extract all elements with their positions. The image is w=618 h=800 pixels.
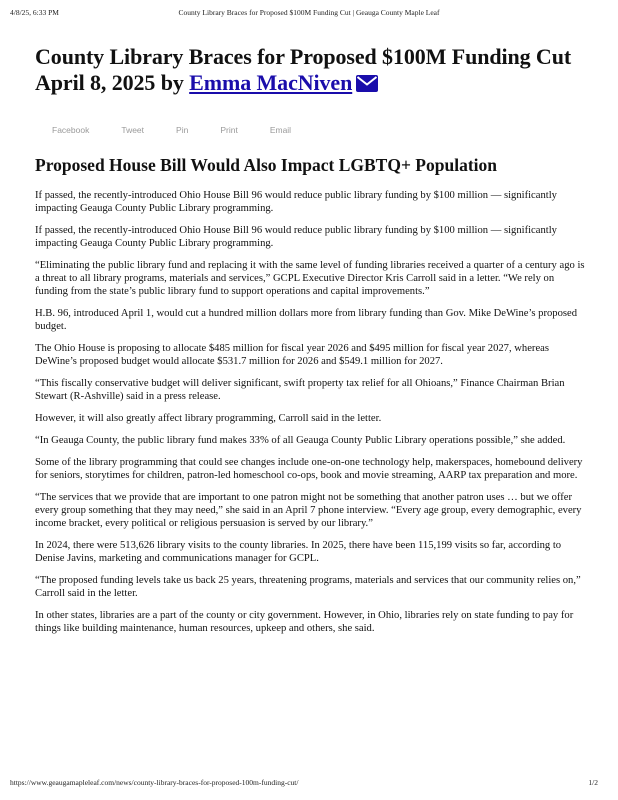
- print-url: https://www.geaugamapleleaf.com/news/county-library-braces-for-proposed-100m-funding-cut/: [10, 778, 299, 787]
- paragraph: “The services that we provide that are important to one patron might not be something that another patron uses … but we offer every group something that they may need,” she said in an April 7 phone interview. “Every age group, every demographic, every income bracket, every political or religious persuasion is served by our library.”: [35, 492, 582, 529]
- print-date: 4/8/25, 6:33 PM: [10, 8, 59, 17]
- print-footer: [10, 778, 608, 790]
- share-email-button[interactable]: Email: [269, 125, 292, 135]
- envelope-icon[interactable]: [356, 72, 378, 98]
- paragraph: If passed, the recently-introduced Ohio House Bill 96 would reduce public library funding by $100 million — significantly impacting Geauga County Public Library programming.: [35, 190, 557, 214]
- byline-by: by: [160, 70, 184, 95]
- page-number: 1/2: [588, 778, 598, 787]
- share-print-button[interactable]: Print: [220, 125, 238, 135]
- paragraph: “This fiscally conservative budget will deliver significant, swift property tax relief for all Ohioans,” Finance Chairman Brian Stewart (R-Ashville) said in a press release.: [35, 378, 565, 402]
- share-bar: [35, 120, 585, 134]
- subheading: Proposed House Bill Would Also Impact LGBTQ+ Population: [35, 155, 497, 175]
- publish-date: April 8, 2025: [35, 70, 156, 95]
- paragraph: Some of the library programming that could see changes include one-on-one technology help, makerspaces, homebound delivery for seniors, storytimes for children, patron-led homeschool co-ops, book and movie streaming, AARP tax preparation and more.: [35, 457, 583, 481]
- article-headline-block: [35, 44, 585, 98]
- share-facebook-button[interactable]: Facebook: [52, 125, 90, 135]
- paragraph: If passed, the recently-introduced Ohio House Bill 96 would reduce public library funding by $100 million — significantly impacting Geauga County Public Library programming.: [35, 225, 557, 249]
- paragraph: In 2024, there were 513,626 library visits to the county libraries. In 2025, there have been 115,199 visits so far, according to Denise Javins, marketing and communications manager for GCPL.: [35, 540, 562, 564]
- byline: [35, 70, 585, 98]
- print-page-title: County Library Braces for Proposed $100M Funding Cut | Geauga County Maple Leaf: [178, 8, 440, 17]
- paragraph: “Eliminating the public library fund and replacing it with the same level of funding libraries received a quarter of a century ago is a threat to all library programs, materials and services,” GCPL Executive Director Kris Carroll said in a letter. “We rely on funding from the state’s public library fund to support operations and capital improvements.”: [35, 260, 585, 297]
- paragraph: In other states, libraries are a part of the county or city government. However, in Ohio, libraries rely on state funding to pay for things like building maintenance, human resources, upkeep and others, she said.: [35, 610, 574, 634]
- article: [35, 44, 585, 644]
- paragraph: H.B. 96, introduced April 1, would cut a hundred million dollars more from library funding than Gov. Mike DeWine’s proposed budget.: [35, 308, 578, 332]
- headline: County Library Braces for Proposed $100M Funding Cut: [35, 44, 572, 69]
- author-link[interactable]: Emma MacNiven: [189, 70, 353, 95]
- print-header: [10, 8, 608, 20]
- paragraph: However, it will also greatly affect library programming, Carroll said in the letter.: [35, 413, 382, 424]
- share-pin-button[interactable]: Pin: [176, 125, 189, 135]
- paragraph: The Ohio House is proposing to allocate $485 million for fiscal year 2026 and $495 million for fiscal year 2027, whereas DeWine’s proposed budget would allocate $531.7 million for 2026 and $549.1 million for 2027.: [35, 343, 549, 367]
- article-body: [35, 189, 585, 635]
- paragraph: “In Geauga County, the public library fund makes 33% of all Geauga County Public Library operations possible,” she added.: [35, 435, 566, 446]
- share-tweet-button[interactable]: Tweet: [121, 125, 145, 135]
- paragraph: “The proposed funding levels take us back 25 years, threatening programs, materials and services that our community relies on,” Carroll said in the letter.: [35, 575, 581, 599]
